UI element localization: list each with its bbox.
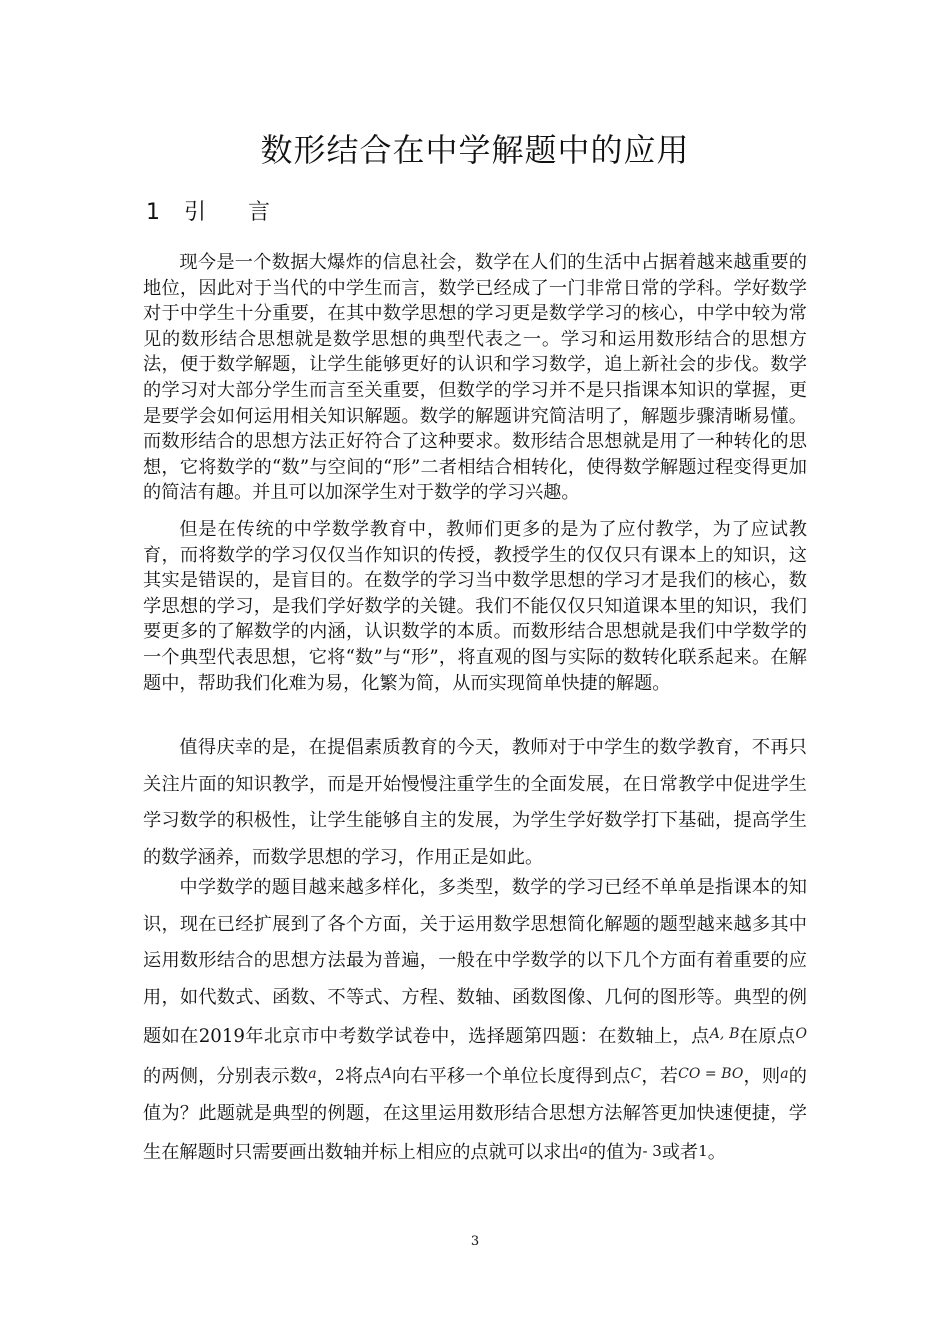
math-value-minus-3: - 3 — [642, 1142, 662, 1161]
document-title: 数形结合在中学解题中的应用 — [260, 131, 690, 169]
math-variable-a-2: a — [780, 1065, 789, 1082]
paragraph-4-text-6: 向右平移一个单位长度得到点 — [391, 1065, 631, 1087]
paragraph-4-text-4: ， — [316, 1065, 336, 1087]
paragraph-4-text-3: 的两侧，分别表示数 — [143, 1065, 309, 1087]
paragraph-4-text-1: 中学数学的题目越来越多样化，多类型，数学的学习已经不单单是指课本的知识，现在已经扩展到了各个方面，关于运用数学思想简化解题的题型越来越多其中运用数形结合的思想方法最为普遍，一般在中学数学的以下几个方面有着重要的应用，如代数式、函数、不等式、方程、数轴、函数图像、几何的图形等。典型的例题如在2019年北京市中考数学试卷中，选择题第四题：在数轴上，点 — [143, 877, 807, 1048]
math-variable-a-3: a — [579, 1142, 588, 1159]
section-number: 1 — [146, 200, 160, 225]
section-heading-text: 引言 — [184, 200, 313, 225]
math-point-a: A — [381, 1065, 392, 1082]
math-number-2: 2 — [335, 1065, 345, 1084]
math-origin-o: O — [795, 1026, 807, 1043]
paragraph-4-text-7: ，若 — [641, 1065, 679, 1087]
math-point-c: C — [630, 1065, 642, 1082]
paragraph-4-text-5: 将点 — [344, 1065, 382, 1087]
paragraph-4-text-10: 的值为 — [587, 1142, 643, 1164]
paragraph-4-text-2: 在原点 — [739, 1026, 796, 1048]
paragraph-4-text-8: ，则 — [743, 1065, 781, 1087]
math-points-a-b: A, B — [709, 1026, 740, 1043]
paragraph-4-text-9: 的值为？此题就是典型的例题，在这里运用数形结合思想方法解答更加快速便捷，学生在解题时只需要画出数轴并标上相应的点就可以求出 — [143, 1065, 807, 1164]
section-heading — [146, 196, 312, 230]
paragraph-2: 但是在传统的中学数学教育中，教师们更多的是为了应付教学，为了应试教育，而将数学的学习仅仅当作知识的传授，教授学生的仅仅只有课本上的知识，这其实是错误的，是盲目的。在数学的学习当中数学思想的学习才是我们的核心，数学思想的学习，是我们学好数学的关键。我们不能仅仅只知道课本里的知识，我们要更多的了解数学的内涵，认识数学的本质。而数形结合思想就是我们中学数学的一个典型代表思想，它将“数”与“形”，将直观的图与实际的数转化联系起来。在解题中，帮助我们化难为易，化繁为简，从而实现简单快捷的解题。 — [143, 519, 807, 694]
paragraph-4-text-12: 。 — [707, 1142, 726, 1164]
paragraph-1: 现今是一个数据大爆炸的信息社会，数学在人们的生活中占据着越来越重要的地位，因此对于当代的中学生而言，数学已经成了一门非常日常的学科。学好数学对于中学生十分重要，在其中数学思想的学习更是数学学习的核心，中学中较为常见的数形结合思想就是数学思想的典型代表之一。学习和运用数形结合的思想方法，便于数学解题，让学生能够更好的认识和学习数学，追上新社会的步伐。数学的学习对大部分学生而言至关重要，但数学的学习并不是只指课本知识的掌握，更是要学会如何运用相关知识解题。数学的解题讲究简洁明了，解题步骤清晰易懂。而数形结合的思想方法正好符合了这种要求。数形结合思想就是用了一种转化的思想，它将数学的“数”与空间的“形”二者相结合相转化，使得数学解题过程变得更加的简洁有趣。并且可以加深学生对于数学的学习兴趣。 — [143, 252, 807, 504]
paragraph-4-text-11: 或者 — [661, 1142, 699, 1164]
page-number: 3 — [470, 1234, 480, 1249]
paragraph-4 — [143, 870, 807, 1172]
math-value-1: 1 — [698, 1142, 708, 1161]
math-equation-co-bo: CO = BO — [678, 1065, 744, 1082]
math-variable-a: a — [308, 1065, 317, 1082]
paragraph-3: 值得庆幸的是，在提倡素质教育的今天，教师对于中学生的数学教育，不再只关注片面的知识教学，而是开始慢慢注重学生的全面发展，在日常教学中促进学生学习数学的积极性，让学生能够自主的发展，为学生学好数学打下基础，提高学生的数学涵养，而数学思想的学习，作用正是如此。 — [143, 737, 807, 868]
